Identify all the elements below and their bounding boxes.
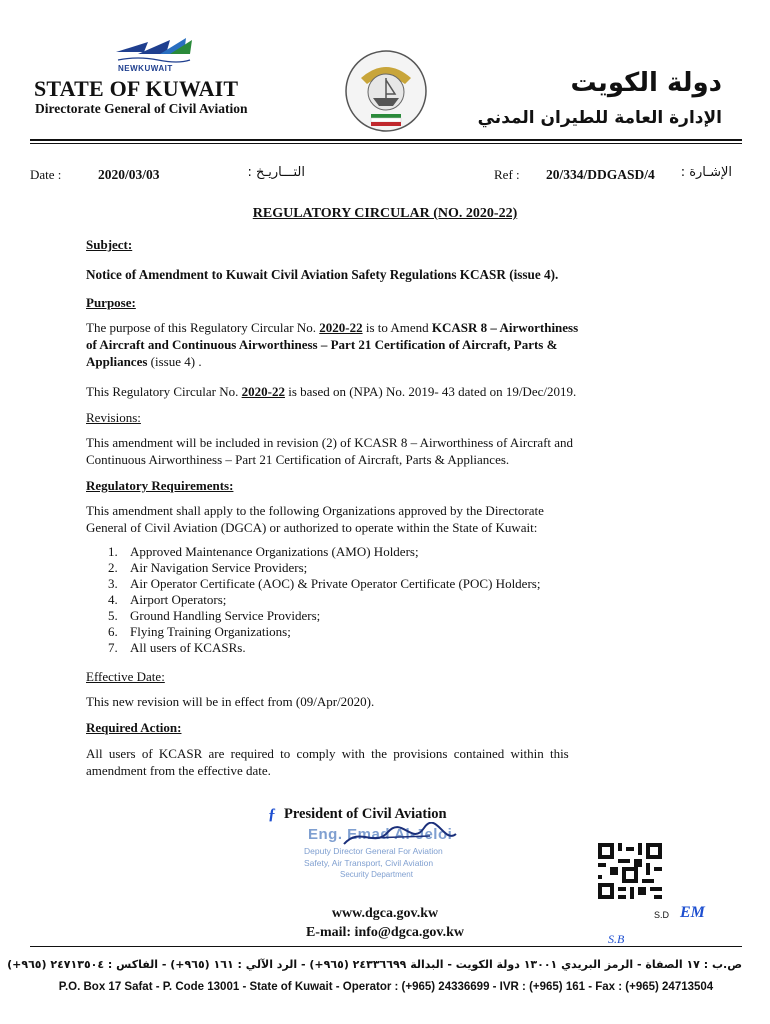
website: www.dgca.gov.kw — [331, 906, 439, 921]
required-action-heading: Required Action: — [86, 720, 182, 735]
revisions-heading: Revisions: — [86, 410, 141, 425]
official-stamp — [300, 826, 480, 884]
initials-label: S.D — [654, 910, 670, 920]
ref-label: Ref : — [494, 167, 520, 182]
list-item: 7. All users of KCASRs. — [108, 640, 246, 655]
purpose-line-1-mid: is to Amend — [362, 320, 432, 335]
state-title-en: STATE OF KUWAIT — [34, 76, 239, 101]
footer-english: P.O. Box 17 Safat - P. Code 13001 - State of Kuwait - Operator : (+965) 24336699 - IVR : (+965) 161 - Fax : (+965) 24713504 — [58, 981, 714, 993]
footer-arabic: ص.ب : ١٧ الصفاة - الرمز البريدي ١٣٠٠١ دولة الكويت - البدالة ٢٤٣٣٦٦٩٩ (٩٦٥+) - الرد الآلي : ١٦١ (٩٦٥+) - الفاكس : ٢٤٧١٣٥٠٤ (٩٦٥+) — [7, 958, 742, 971]
logo-text: NEWKUWAIT — [118, 64, 173, 73]
list-item: 5. Ground Handling Service Providers; — [108, 608, 321, 623]
basis-post: is based on (NPA) No. 2019- 43 dated on 19/Dec/2019. — [284, 384, 577, 399]
email: E-mail: info@dgca.gov.kw — [305, 925, 465, 940]
stamp-line-2: Safety, Air Transport, Civil Aviation — [304, 858, 434, 868]
header-rule-thick — [30, 139, 742, 141]
qr-code-icon — [598, 842, 662, 900]
directorate-title-ar: الإدارة العامة للطيران المدني — [477, 108, 722, 128]
list-item: 6. Flying Training Organizations; — [108, 624, 291, 639]
requirements-line-1: This amendment shall apply to the following Organizations approved by the Directorate — [86, 503, 544, 518]
purpose-line-1-pre: The purpose of this Regulatory Circular No. — [86, 320, 320, 335]
subject-heading: Subject: — [86, 237, 133, 252]
requirements-heading: Regulatory Requirements: — [86, 478, 234, 493]
ref-value: 20/334/DDGASD/4 — [546, 167, 655, 182]
subject-text: Notice of Amendment to Kuwait Civil Aviation Safety Regulations KCASR (issue 4). — [86, 267, 559, 282]
ref-label-ar: الإشـارة : — [680, 165, 732, 180]
list-item: 2. Air Navigation Service Providers; — [108, 560, 308, 575]
required-action-line-1: All users of KCASR are required to comply with the provisions contained within this — [86, 746, 569, 761]
kuwait-coat-of-arms-icon — [343, 48, 429, 134]
dgca-logo — [108, 30, 198, 76]
date-label-ar: التـــاريـخ : — [247, 165, 305, 180]
effective-date-heading: Effective Date: — [86, 669, 165, 684]
required-action-line-2: amendment from the effective date. — [86, 763, 271, 778]
purpose-line-3-bold: Appliances — [86, 354, 148, 369]
purpose-line-1-bold: KCASR 8 – Airworthiness — [431, 320, 579, 335]
stamp-line-3: Security Department — [340, 870, 413, 879]
basis-pre: This Regulatory Circular No. — [86, 384, 242, 399]
date-value: 2020/03/03 — [98, 167, 160, 182]
kuwait-emblem — [343, 48, 429, 134]
footer-rule — [30, 946, 742, 947]
stamp-name: Eng. Emad Al-Jeloi — [308, 826, 453, 843]
initials-signature: EM — [680, 904, 705, 921]
handwritten-signature-icon — [340, 822, 460, 852]
date-label: Date : — [30, 167, 62, 182]
purpose-line-3-rest: (issue 4) . — [147, 354, 202, 369]
list-item: 3. Air Operator Certificate (AOC) & Private Operator Certificate (POC) Holders; — [108, 576, 541, 591]
header-rule-thin — [30, 143, 742, 144]
qr-code — [598, 842, 662, 900]
signature-mark-icon: ƒ — [268, 806, 276, 823]
purpose-circular-number: 2020-22 — [319, 320, 363, 335]
state-title-ar: دولة الكويت — [570, 68, 722, 98]
circular-title: REGULATORY CIRCULAR (NO. 2020-22) — [252, 206, 518, 221]
initials-sb: S.B — [608, 932, 625, 946]
basis-circular-number: 2020-22 — [241, 384, 285, 399]
purpose-line-2: of Aircraft and Continuous Airworthiness – Part 21 Certification of Aircraft, Parts & — [86, 337, 558, 352]
purpose-line-1 — [86, 319, 686, 336]
list-item: 1. Approved Maintenance Organizations (AMO) Holders; — [108, 544, 419, 559]
purpose-heading: Purpose: — [86, 295, 136, 310]
basis-line — [86, 383, 576, 400]
purpose-line-3 — [86, 353, 202, 370]
directorate-title-en: Directorate General of Civil Aviation — [35, 101, 248, 116]
effective-date-text: This new revision will be in effect from (09/Apr/2020). — [86, 694, 375, 709]
stamp-line-1: Deputy Director General For Aviation — [304, 846, 443, 856]
signatory-title: President of Civil Aviation — [284, 806, 447, 822]
requirements-line-2: General of Civil Aviation (DGCA) or authorized to operate within the State of Kuwait: — [86, 520, 538, 535]
revisions-line-1: This amendment will be included in revision (2) of KCASR 8 – Airworthiness of Aircraft and — [86, 435, 574, 450]
list-item: 4. Airport Operators; — [108, 592, 227, 607]
revisions-line-2: Continuous Airworthiness – Part 21 Certification of Aircraft, Parts & Appliances. — [86, 452, 510, 467]
